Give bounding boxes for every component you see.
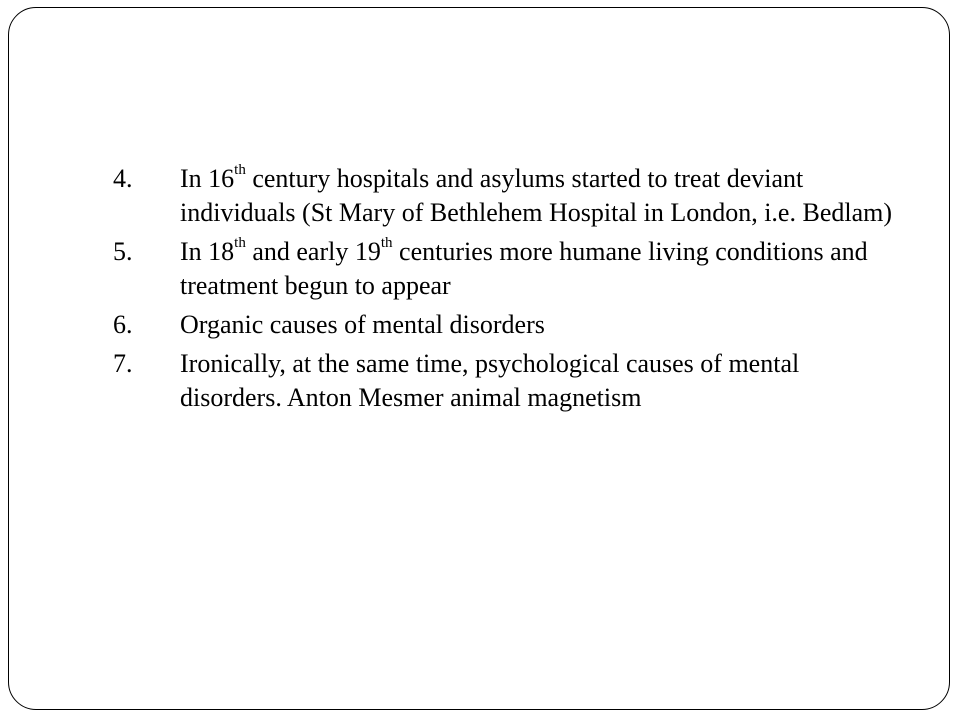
slide-frame <box>8 7 950 710</box>
list-text: In 18 <box>180 237 235 266</box>
list-item-4 <box>113 162 903 230</box>
list-number: 7. <box>113 349 133 378</box>
slide-content <box>113 162 903 420</box>
ordinal-suffix: th <box>234 235 246 252</box>
list-number: 4. <box>113 164 133 193</box>
list-text: Ironically, at the same time, psychological causes of mental disorders. Anton Mesmer animal magnetism <box>180 349 800 412</box>
list-text: century hospitals and asylums started to treat deviant individuals (St Mary of Bethlehem Hospital in London, i.e. Bedlam) <box>180 164 893 227</box>
list-number: 6. <box>113 310 133 339</box>
list-text: In 16 <box>180 164 235 193</box>
list-text: and early 19 <box>245 237 381 266</box>
list-number: 5. <box>113 237 133 266</box>
list-item-7 <box>113 347 903 415</box>
numbered-list <box>113 162 903 415</box>
list-text: centuries more humane living conditions and treatment begun to appear <box>180 237 868 300</box>
list-item-6 <box>113 308 903 342</box>
list-item-5 <box>113 235 903 303</box>
ordinal-suffix: th <box>380 235 393 252</box>
ordinal-suffix: th <box>234 162 246 179</box>
list-text: Organic causes of mental disorders <box>180 310 545 339</box>
